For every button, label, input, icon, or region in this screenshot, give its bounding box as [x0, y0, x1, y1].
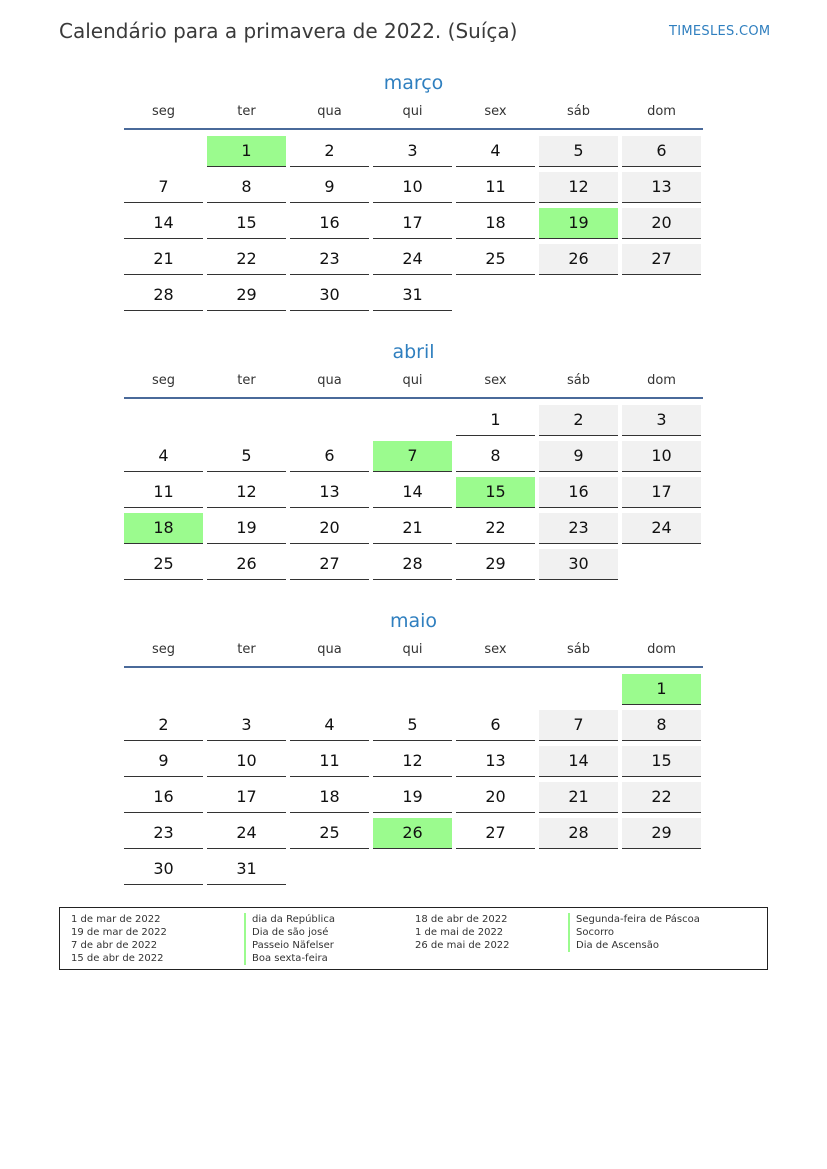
- holiday-day-cell[interactable]: 1: [622, 674, 701, 705]
- holiday-day-cell[interactable]: 1: [207, 136, 286, 167]
- day-cell[interactable]: 20: [290, 513, 369, 544]
- day-cell[interactable]: 24: [207, 818, 286, 849]
- day-cell[interactable]: 29: [456, 549, 535, 580]
- legend-holiday-name: Dia de Ascensão: [568, 939, 700, 952]
- weekday-label: qua: [317, 373, 342, 388]
- day-grid: [124, 405, 703, 580]
- weekday-label: ter: [237, 104, 256, 119]
- day-cell[interactable]: 6: [290, 441, 369, 472]
- day-cell[interactable]: 3: [207, 710, 286, 741]
- day-cell[interactable]: 19: [207, 513, 286, 544]
- day-cell[interactable]: 1: [456, 405, 535, 436]
- day-cell[interactable]: 30: [124, 854, 203, 885]
- legend-names-right: [568, 913, 700, 952]
- day-cell[interactable]: 27: [456, 818, 535, 849]
- day-cell[interactable]: 4: [124, 441, 203, 472]
- day-cell[interactable]: 11: [124, 477, 203, 508]
- day-cell[interactable]: 20: [456, 782, 535, 813]
- legend-date: 1 de mai de 2022: [415, 927, 504, 938]
- day-cell[interactable]: 2: [124, 710, 203, 741]
- day-cell[interactable]: 5: [539, 136, 618, 167]
- weekday-label: sáb: [567, 373, 590, 388]
- day-cell[interactable]: 17: [622, 477, 701, 508]
- day-cell[interactable]: 6: [622, 136, 701, 167]
- day-cell[interactable]: 16: [290, 208, 369, 239]
- month-divider: [124, 666, 703, 668]
- month-divider: [124, 397, 703, 399]
- day-cell[interactable]: 30: [539, 549, 618, 580]
- day-cell[interactable]: 26: [539, 244, 618, 275]
- legend-dates-right: [415, 913, 510, 952]
- weekday-label: sex: [484, 104, 507, 119]
- day-cell[interactable]: 12: [207, 477, 286, 508]
- weekday-label: qua: [317, 642, 342, 657]
- month-name: abril: [392, 341, 435, 363]
- day-cell[interactable]: 20: [622, 208, 701, 239]
- weekday-header: [124, 102, 703, 128]
- day-cell[interactable]: 9: [124, 746, 203, 777]
- weekday-label: qui: [402, 373, 423, 388]
- weekday-label: dom: [647, 104, 676, 119]
- day-cell[interactable]: 17: [207, 782, 286, 813]
- day-cell[interactable]: 15: [207, 208, 286, 239]
- day-grid: [124, 674, 703, 885]
- page-title: Calendário para a primavera de 2022. (Suíça): [59, 19, 518, 43]
- weekday-label: dom: [647, 373, 676, 388]
- weekday-label: qui: [402, 104, 423, 119]
- legend-holiday-name: Passeio Näfelser: [244, 939, 335, 952]
- day-cell[interactable]: 14: [539, 746, 618, 777]
- day-cell[interactable]: 28: [373, 549, 452, 580]
- day-cell[interactable]: 15: [622, 746, 701, 777]
- day-cell[interactable]: 21: [539, 782, 618, 813]
- day-cell[interactable]: 4: [290, 710, 369, 741]
- day-cell[interactable]: 10: [207, 746, 286, 777]
- day-cell[interactable]: 22: [622, 782, 701, 813]
- day-cell[interactable]: 13: [456, 746, 535, 777]
- day-cell[interactable]: 21: [373, 513, 452, 544]
- day-cell[interactable]: 10: [622, 441, 701, 472]
- day-cell[interactable]: 30: [290, 280, 369, 311]
- day-cell[interactable]: 19: [373, 782, 452, 813]
- holiday-day-cell[interactable]: 15: [456, 477, 535, 508]
- holiday-legend: [59, 907, 768, 970]
- weekday-header: [124, 640, 703, 666]
- day-cell[interactable]: 23: [539, 513, 618, 544]
- day-cell[interactable]: 3: [622, 405, 701, 436]
- holiday-day-cell[interactable]: 19: [539, 208, 618, 239]
- day-cell[interactable]: 28: [124, 280, 203, 311]
- day-cell[interactable]: 7: [539, 710, 618, 741]
- day-cell[interactable]: 31: [207, 854, 286, 885]
- day-cell[interactable]: 7: [124, 172, 203, 203]
- day-cell[interactable]: 13: [290, 477, 369, 508]
- empty-cell: [539, 674, 618, 704]
- day-cell[interactable]: 26: [207, 549, 286, 580]
- empty-cell: [207, 674, 286, 704]
- weekday-label: sáb: [567, 104, 590, 119]
- legend-holiday-name: Dia de são josé: [244, 926, 335, 939]
- month-divider: [124, 128, 703, 130]
- day-cell[interactable]: 8: [456, 441, 535, 472]
- month-block: [124, 606, 703, 885]
- weekday-label: seg: [151, 373, 176, 388]
- weekday-label: sáb: [567, 642, 590, 657]
- day-cell[interactable]: 11: [290, 746, 369, 777]
- weekday-label: dom: [647, 642, 676, 657]
- legend-holiday-name: Boa sexta-feira: [244, 952, 335, 965]
- legend-date: 19 de mar de 2022: [71, 927, 167, 938]
- weekday-label: ter: [237, 642, 256, 657]
- legend-dates-left: [71, 913, 167, 965]
- day-cell[interactable]: 4: [456, 136, 535, 167]
- day-cell[interactable]: 29: [207, 280, 286, 311]
- empty-cell: [207, 405, 286, 435]
- legend-holiday-name: dia da República: [244, 913, 335, 926]
- weekday-label: seg: [151, 642, 176, 657]
- empty-cell: [290, 405, 369, 435]
- day-cell[interactable]: 29: [622, 818, 701, 849]
- day-cell[interactable]: 10: [373, 172, 452, 203]
- legend-date: 1 de mar de 2022: [71, 914, 161, 925]
- empty-cell: [124, 674, 203, 704]
- day-cell[interactable]: 14: [124, 208, 203, 239]
- month-name: maio: [389, 610, 438, 632]
- day-cell[interactable]: 13: [622, 172, 701, 203]
- holiday-day-cell[interactable]: 18: [124, 513, 203, 544]
- day-cell[interactable]: 2: [290, 136, 369, 167]
- day-cell[interactable]: 16: [124, 782, 203, 813]
- weekday-label: qua: [317, 104, 342, 119]
- holiday-day-cell[interactable]: 7: [373, 441, 452, 472]
- day-cell[interactable]: 14: [373, 477, 452, 508]
- day-cell[interactable]: 28: [539, 818, 618, 849]
- day-cell[interactable]: 23: [124, 818, 203, 849]
- legend-date: 26 de mai de 2022: [415, 940, 510, 951]
- legend-holiday-name: Socorro: [568, 926, 700, 939]
- empty-cell: [290, 674, 369, 704]
- day-grid: [124, 136, 703, 311]
- day-cell[interactable]: 12: [539, 172, 618, 203]
- day-cell[interactable]: 8: [622, 710, 701, 741]
- day-cell[interactable]: 5: [373, 710, 452, 741]
- day-cell[interactable]: 18: [290, 782, 369, 813]
- day-cell[interactable]: 9: [539, 441, 618, 472]
- day-cell[interactable]: 23: [290, 244, 369, 275]
- weekday-label: ter: [237, 373, 256, 388]
- day-cell[interactable]: 25: [456, 244, 535, 275]
- day-cell[interactable]: 9: [290, 172, 369, 203]
- day-cell[interactable]: 24: [622, 513, 701, 544]
- day-cell[interactable]: 17: [373, 208, 452, 239]
- legend-holiday-name: Segunda-feira de Páscoa: [568, 913, 700, 926]
- legend-date: 15 de abr de 2022: [71, 953, 164, 964]
- day-cell[interactable]: 27: [290, 549, 369, 580]
- holiday-day-cell[interactable]: 26: [373, 818, 452, 849]
- day-cell[interactable]: 25: [290, 818, 369, 849]
- day-cell[interactable]: 22: [456, 513, 535, 544]
- empty-cell: [373, 405, 452, 435]
- month-block: [124, 68, 703, 311]
- empty-cell: [124, 136, 203, 166]
- day-cell[interactable]: 3: [373, 136, 452, 167]
- brand-logo[interactable]: TIMESLES.COM: [669, 24, 771, 39]
- legend-names-left: [244, 913, 335, 965]
- day-cell[interactable]: 31: [373, 280, 452, 311]
- weekday-label: qui: [402, 642, 423, 657]
- day-cell[interactable]: 6: [456, 710, 535, 741]
- day-cell[interactable]: 18: [456, 208, 535, 239]
- day-cell[interactable]: 16: [539, 477, 618, 508]
- day-cell[interactable]: 11: [456, 172, 535, 203]
- legend-date: 7 de abr de 2022: [71, 940, 158, 951]
- weekday-label: sex: [484, 642, 507, 657]
- day-cell[interactable]: 12: [373, 746, 452, 777]
- day-cell[interactable]: 8: [207, 172, 286, 203]
- empty-cell: [124, 405, 203, 435]
- empty-cell: [373, 674, 452, 704]
- month-block: [124, 337, 703, 580]
- weekday-header: [124, 371, 703, 397]
- day-cell[interactable]: 24: [373, 244, 452, 275]
- day-cell[interactable]: 25: [124, 549, 203, 580]
- day-cell[interactable]: 21: [124, 244, 203, 275]
- legend-date: 18 de abr de 2022: [415, 914, 508, 925]
- day-cell[interactable]: 5: [207, 441, 286, 472]
- month-name: março: [383, 72, 444, 94]
- weekday-label: seg: [151, 104, 176, 119]
- weekday-label: sex: [484, 373, 507, 388]
- day-cell[interactable]: 2: [539, 405, 618, 436]
- day-cell[interactable]: 27: [622, 244, 701, 275]
- empty-cell: [456, 674, 535, 704]
- day-cell[interactable]: 22: [207, 244, 286, 275]
